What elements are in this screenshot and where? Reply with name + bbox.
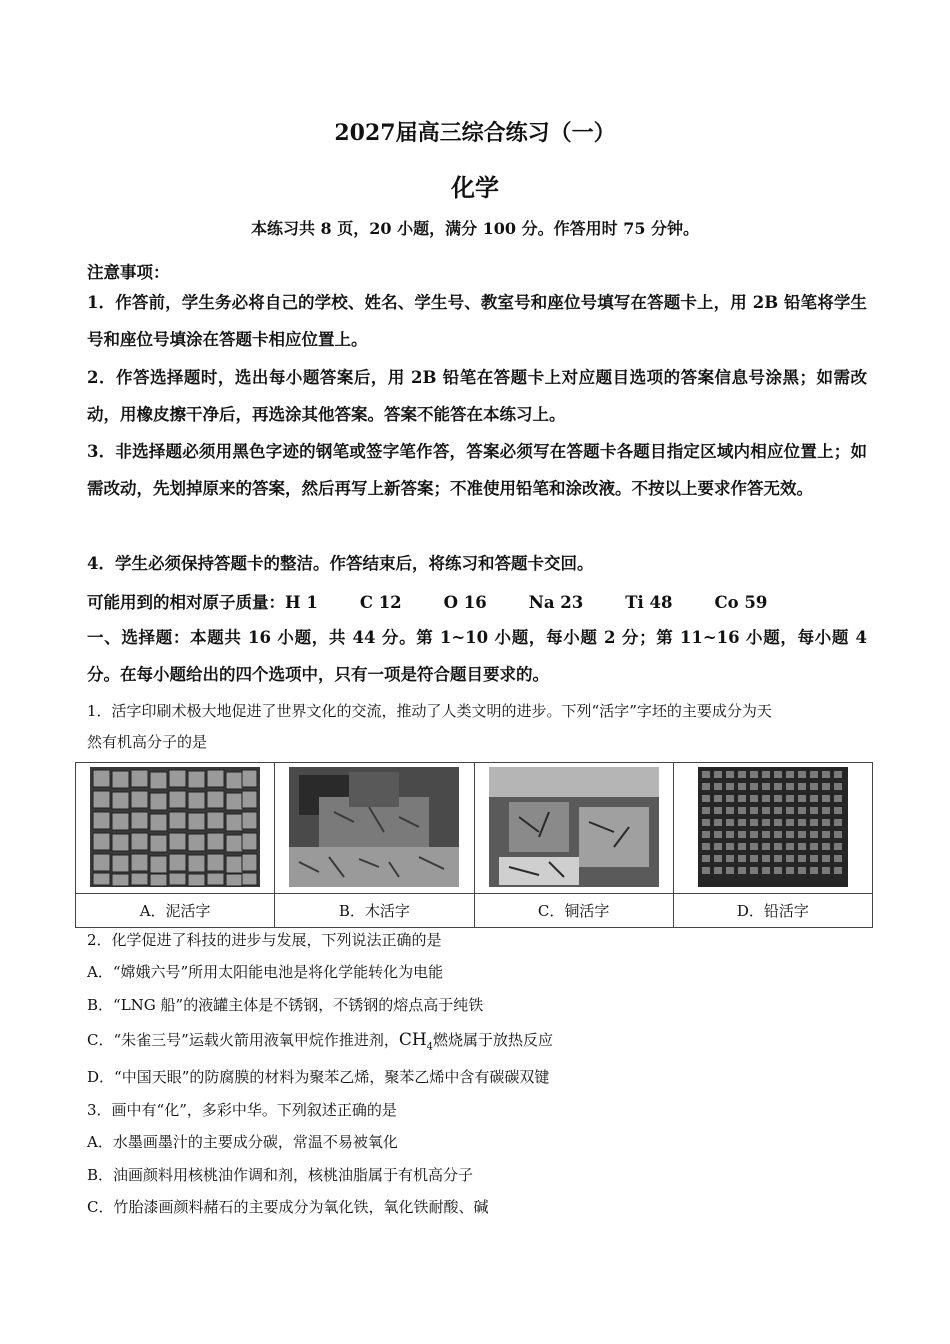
- lead-type-image: [698, 767, 848, 887]
- q1-option-a: A．泥活字: [76, 894, 275, 928]
- atomic-masses-label: 可能用到的相对原子质量：: [87, 593, 285, 612]
- q1-image-table: [75, 762, 873, 928]
- q3-option-c: C．竹胎漆画颜料赭石的主要成分为氧化铁，氧化铁耐酸、碱: [87, 1198, 489, 1216]
- wood-type-image: [289, 767, 459, 887]
- q1-cell-a: [76, 763, 275, 894]
- q1-stem-line2: 然有机高分子的是: [87, 733, 208, 751]
- atom-c: C 12: [359, 593, 402, 612]
- notice-heading: 注意事项：: [87, 263, 170, 282]
- q1-cell-c: [474, 763, 673, 894]
- q1-option-b: B．木活字: [275, 894, 474, 928]
- exam-info: 本练习共 8 页，20 小题，满分 100 分。作答用时 75 分钟。: [250, 219, 700, 238]
- notice-item-3: 3．非选择题必须用黑色字迹的钢笔或签字笔作答，答案必须写在答题卡各题目指定区域内相应位置上；如需改动，先划掉原来的答案，然后再写上新答案；不准使用铅笔和涂改液。不按以上要求作答无效。: [87, 442, 867, 498]
- notice-item-4: 4．学生必须保持答题卡的整洁。作答结束后，将练习和答题卡交回。: [87, 554, 594, 573]
- subject-title: 化学: [451, 173, 499, 202]
- methane-formula-main: CH: [398, 1030, 427, 1050]
- q2-option-d: D．“中国天眼”的防腐膜的材料为聚苯乙烯，聚苯乙烯中含有碳碳双键: [87, 1068, 550, 1086]
- clay-type-image: [90, 767, 260, 887]
- notice-item-1: 1．作答前，学生务必将自己的学校、姓名、学生号、教室号和座位号填写在答题卡上，用 2B 铅笔将学生号和座位号填涂在答题卡相应位置上。: [87, 293, 867, 349]
- atom-na: Na 23: [528, 593, 584, 612]
- atomic-masses: [87, 589, 767, 613]
- copper-type-image: [489, 767, 659, 887]
- atom-co: Co 59: [714, 593, 768, 612]
- q3-stem: 3．画中有“化”，多彩中华。下列叙述正确的是: [87, 1101, 397, 1119]
- q1-option-d: D．铅活字: [673, 894, 872, 928]
- q2-option-c: [87, 1029, 553, 1058]
- q3-option-a: A．水墨画墨汁的主要成分碳，常温不易被氧化: [87, 1133, 398, 1151]
- q2-option-b: B．“LNG 船”的液罐主体是不锈钢，不锈钢的熔点高于纯铁: [87, 996, 484, 1014]
- methane-formula: [398, 1030, 434, 1053]
- q1-cell-b: [275, 763, 474, 894]
- methane-formula-sub: 4: [426, 1041, 434, 1053]
- atom-h: H 1: [285, 593, 318, 612]
- q2-option-c-tail: 燃烧属于放热反应: [433, 1031, 554, 1049]
- q2-stem: 2．化学促进了科技的进步与发展，下列说法正确的是: [87, 931, 442, 949]
- q1-cell-d: [673, 763, 872, 894]
- q1-stem-line1: 1．活字印刷术极大地促进了世界文化的交流，推动了人类文明的进步。下列“活字”字坯的主要成分为天: [87, 702, 772, 720]
- q2-option-c-text: C．“朱雀三号”运载火箭用液氧甲烷作推进剂，: [87, 1031, 399, 1049]
- notice-item-2: 2．作答选择题时，选出每小题答案后，用 2B 铅笔在答题卡上对应题目选项的答案信息号涂黑；如需改动，用橡皮擦干净后，再选涂其他答案。答案不能答在本练习上。: [87, 368, 867, 424]
- atom-o: O 16: [443, 593, 487, 612]
- section-1-heading: 一、选择题：本题共 16 小题，共 44 分。第 1~10 小题，每小题 2 分；第 11~16 小题，每小题 4 分。在每小题给出的四个选项中，只有一项是符合题目要求的。: [87, 628, 867, 684]
- q3-option-b: B．油画颜料用核桃油作调和剂，核桃油脂属于有机高分子: [87, 1166, 474, 1184]
- atom-ti: Ti 48: [625, 593, 673, 612]
- exam-title: 2027届高三综合练习（一）: [334, 120, 616, 146]
- q2-option-a: A．“嫦娥六号”所用太阳能电池是将化学能转化为电能: [87, 963, 444, 981]
- q1-option-c: C．铜活字: [474, 894, 673, 928]
